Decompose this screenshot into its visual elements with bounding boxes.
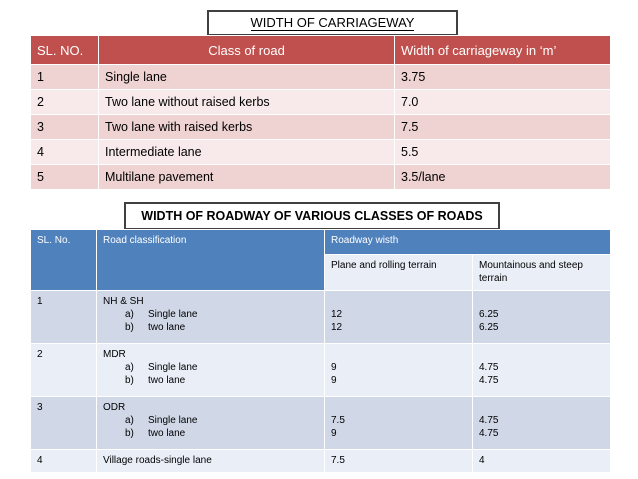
cell-sl-no: 1 xyxy=(31,65,99,90)
cell-plain-terrain: 12 12 xyxy=(325,291,473,344)
cell-sl-no: 2 xyxy=(31,344,97,397)
table-row xyxy=(31,165,611,190)
table-header-row xyxy=(31,36,611,65)
table-row xyxy=(31,450,611,473)
cell-plain-terrain: 7.5 9 xyxy=(325,397,473,450)
cell-mountainous-terrain: 6.25 6.25 xyxy=(473,291,611,344)
column-header-roadway-width: Roadway wisth xyxy=(325,230,611,255)
cell-sl-no: 4 xyxy=(31,140,99,165)
table-header-row xyxy=(31,230,611,255)
column-header-plain-terrain: Plane and rolling terrain xyxy=(325,255,473,291)
list-item: b) two lane xyxy=(125,375,186,386)
cell-class: Single lane xyxy=(99,65,395,90)
list-item: a) Single lane xyxy=(125,415,198,426)
cell-road-classification: Village roads-single lane xyxy=(97,450,325,473)
road-class-name: NH & SH xyxy=(103,296,144,307)
roadway-title: WIDTH OF ROADWAY OF VARIOUS CLASSES OF ROADS xyxy=(124,202,500,230)
table-row xyxy=(31,291,611,344)
carriageway-title: WIDTH OF CARRIAGEWAY xyxy=(207,10,458,36)
column-header-sl-no: SL. NO. xyxy=(31,36,99,65)
list-item: a) Single lane xyxy=(125,309,198,320)
cell-class: Intermediate lane xyxy=(99,140,395,165)
table-row xyxy=(31,115,611,140)
cell-width: 3.75 xyxy=(395,65,611,90)
cell-sl-no: 1 xyxy=(31,291,97,344)
cell-plain-terrain: 9 9 xyxy=(325,344,473,397)
cell-width: 7.5 xyxy=(395,115,611,140)
list-item: b) two lane xyxy=(125,322,186,333)
cell-mountainous-terrain: 4.75 4.75 xyxy=(473,344,611,397)
cell-sl-no: 5 xyxy=(31,165,99,190)
cell-class: Two lane without raised kerbs xyxy=(99,90,395,115)
roadway-table xyxy=(30,229,611,473)
cell-sl-no: 4 xyxy=(31,450,97,473)
cell-width: 3.5/lane xyxy=(395,165,611,190)
cell-road-classification xyxy=(97,397,325,450)
cell-sl-no: 2 xyxy=(31,90,99,115)
cell-mountainous-terrain: 4 xyxy=(473,450,611,473)
column-header-width: Width of carriageway in ‘m’ xyxy=(395,36,611,65)
cell-class: Multilane pavement xyxy=(99,165,395,190)
column-header-road-classification: Road classification xyxy=(97,230,325,291)
cell-plain-terrain: 7.5 xyxy=(325,450,473,473)
list-item: a) Single lane xyxy=(125,362,198,373)
table-row xyxy=(31,90,611,115)
table-row xyxy=(31,140,611,165)
cell-width: 5.5 xyxy=(395,140,611,165)
column-header-class-of-road: Class of road xyxy=(99,36,395,65)
road-class-name: ODR xyxy=(103,402,126,413)
table-row xyxy=(31,65,611,90)
cell-road-classification xyxy=(97,291,325,344)
cell-width: 7.0 xyxy=(395,90,611,115)
road-class-name: MDR xyxy=(103,349,126,360)
column-header-sl-no: SL. No. xyxy=(31,230,97,291)
cell-class: Two lane with raised kerbs xyxy=(99,115,395,140)
cell-sl-no: 3 xyxy=(31,115,99,140)
carriageway-table xyxy=(30,35,611,190)
table-row xyxy=(31,397,611,450)
cell-mountainous-terrain: 4.75 4.75 xyxy=(473,397,611,450)
cell-road-classification xyxy=(97,344,325,397)
column-header-mountainous-terrain: Mountainous and steep terrain xyxy=(473,255,611,291)
cell-sl-no: 3 xyxy=(31,397,97,450)
list-item: b) two lane xyxy=(125,428,186,439)
table-row xyxy=(31,344,611,397)
